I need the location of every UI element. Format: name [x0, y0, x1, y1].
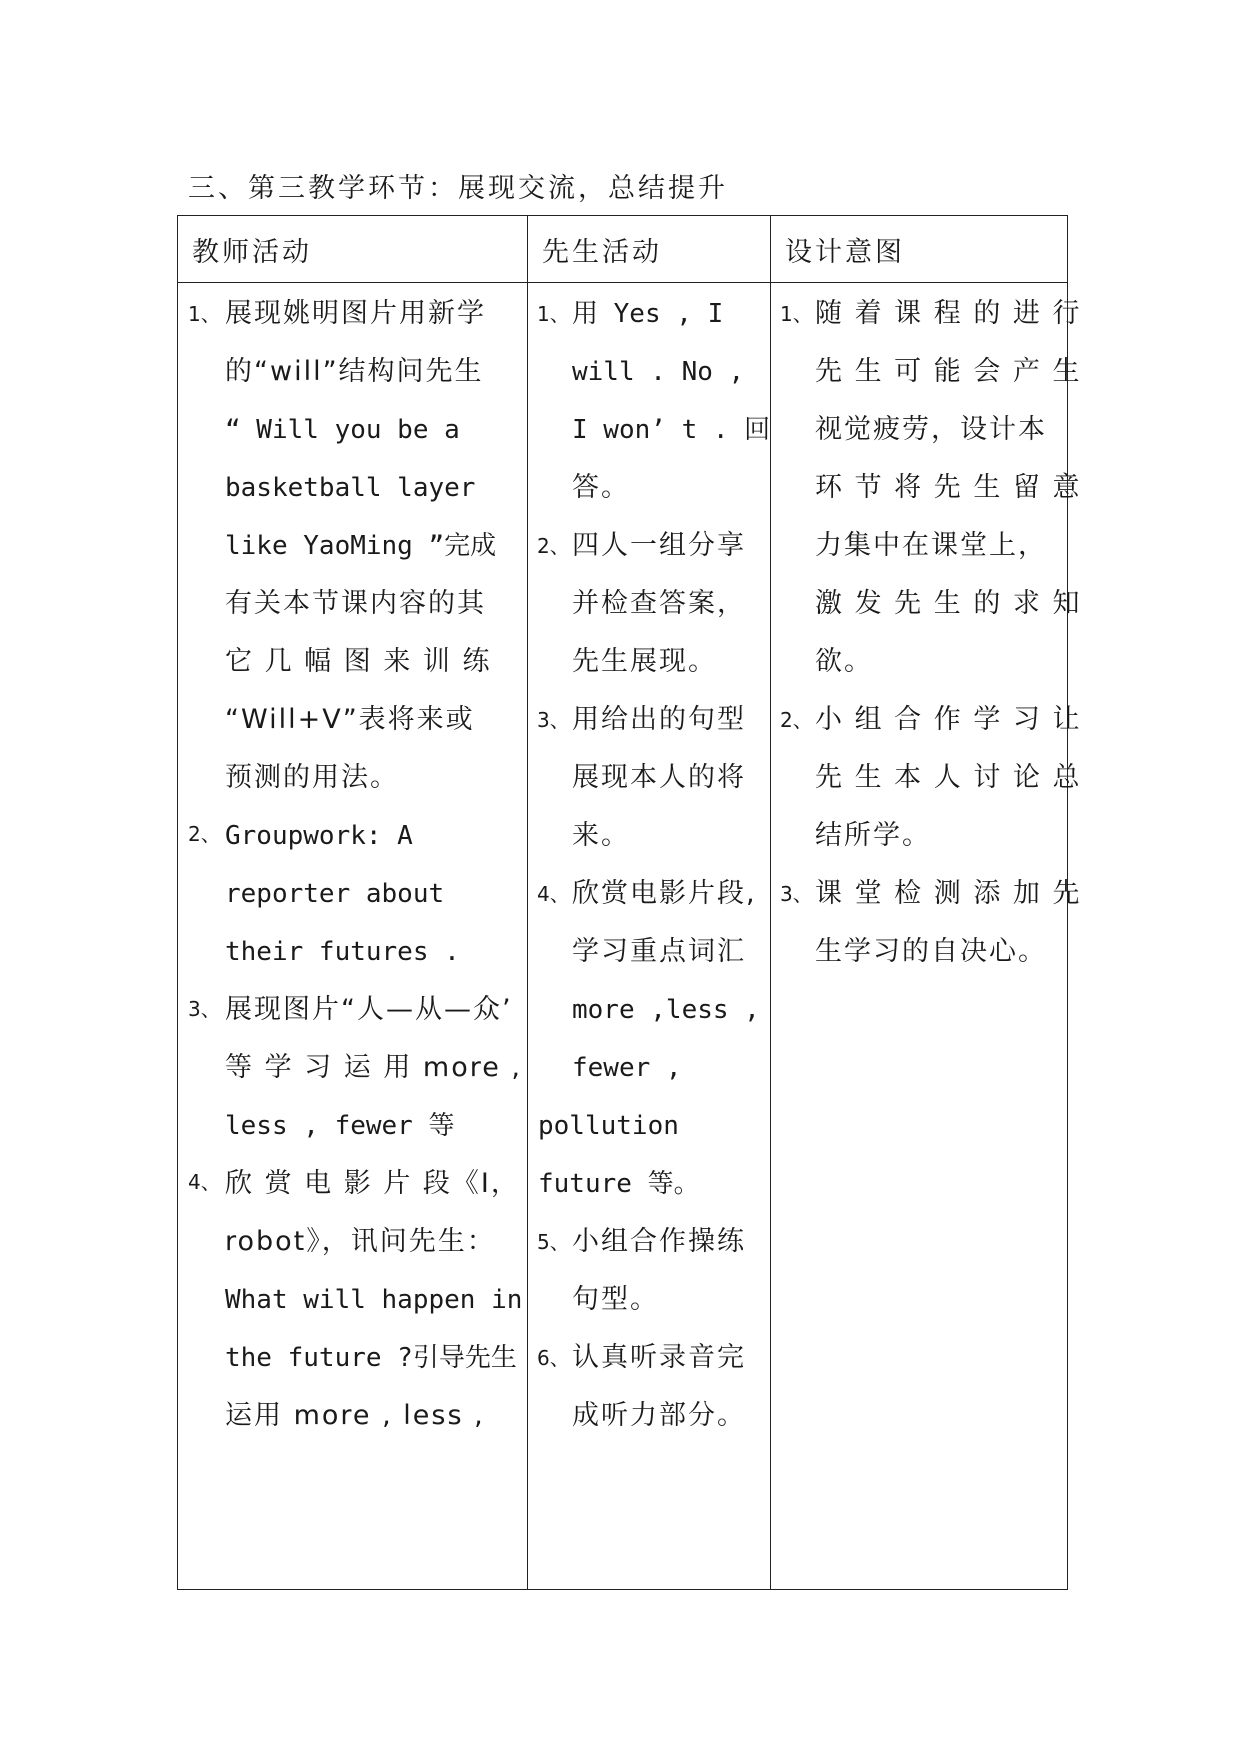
teacher-line: 展现姚明图片用新学 [225, 298, 486, 329]
teacher-line: basketball layer [225, 473, 476, 503]
teacher-line: less , fewer 等 [225, 1111, 455, 1141]
student-line: 成听力部分。 [572, 1400, 746, 1431]
student-line: 用给出的句型 [572, 704, 746, 735]
teacher-line: reporter about [225, 879, 445, 909]
header-student-activity: 先生活动 [542, 237, 662, 268]
design-line: 力集中在课堂上， [815, 530, 1047, 561]
teacher-line: their futures . [225, 937, 460, 967]
teacher-line: 欣 赏 电 影 片 段《I， [225, 1168, 520, 1199]
student-line: 欣赏电影片段, [572, 878, 757, 909]
design-line: 随 着 课 程 的 进 行 [815, 298, 1082, 329]
student-line: 用 Yes , I [572, 299, 724, 329]
student-line: 展现本人的将 [572, 762, 746, 793]
teacher-line: 预测的用法。 [225, 762, 399, 793]
teacher-line: 它 几 幅 图 来 训 练 [225, 646, 492, 677]
item-number: 1、 [537, 302, 570, 326]
student-line: 小组合作操练 [572, 1226, 746, 1257]
section-heading: 三、第三教学环节：展现交流，总结提升 [188, 173, 728, 204]
student-line: more ,less , [572, 995, 760, 1025]
teacher-line: like YaoMing ”完成 [225, 531, 497, 561]
student-line: 答。 [572, 472, 630, 503]
teacher-line: 有关本节课内容的其 [225, 588, 486, 619]
teacher-line: the future ?引导先生 [225, 1343, 517, 1373]
design-line: 激 发 先 生 的 求 知 [815, 588, 1082, 619]
design-line: 课 堂 检 测 添 加 先 [815, 878, 1082, 909]
student-line: 先生展现。 [572, 646, 717, 677]
design-line: 小 组 合 作 学 习 让 [815, 704, 1082, 735]
design-line: 先 生 本 人 讨 论 总 [815, 762, 1082, 793]
item-number: 2、 [537, 534, 570, 558]
design-line: 环 节 将 先 生 留 意 [815, 472, 1082, 503]
student-line: 并检查答案， [572, 588, 746, 619]
item-number: 3、 [188, 997, 221, 1021]
teacher-line: “ Will you be a [225, 415, 460, 445]
student-line: will . No , [572, 357, 745, 387]
column-divider [527, 216, 528, 1589]
item-number: 3、 [537, 708, 570, 732]
teacher-line: Groupwork: A [225, 821, 413, 851]
header-teacher-activity: 教师活动 [192, 237, 312, 268]
student-line: future 等。 [538, 1169, 700, 1199]
student-line: 认真听录音完 [572, 1342, 746, 1373]
design-line: 视觉疲劳，设计本 [815, 414, 1047, 445]
item-number: 6、 [537, 1346, 570, 1370]
student-line: I won’ t . 回 [572, 415, 771, 445]
student-line: 学习重点词汇 [572, 936, 746, 967]
item-number: 4、 [537, 882, 570, 906]
student-line: 来。 [572, 820, 630, 851]
activity-table [177, 215, 1082, 1590]
item-number: 4、 [188, 1170, 221, 1194]
teacher-line: “Will+V”表将来或 [225, 704, 475, 735]
item-number: 2、 [780, 708, 813, 732]
student-line: pollution [538, 1111, 679, 1141]
teacher-line: 的“will”结构问先生 [225, 356, 484, 387]
student-line: 四人一组分享 [572, 530, 746, 561]
design-line: 欲。 [815, 646, 873, 677]
item-number: 3、 [780, 882, 813, 906]
header-design-intent: 设计意图 [785, 237, 905, 268]
item-number: 1、 [188, 302, 221, 326]
teacher-line: 运用 more , less , [225, 1400, 485, 1431]
item-number: 1、 [780, 302, 813, 326]
design-line: 结所学。 [815, 820, 931, 851]
item-number: 5、 [537, 1230, 570, 1254]
design-line: 先 生 可 能 会 产 生 [815, 356, 1082, 387]
item-number: 2、 [188, 822, 221, 846]
teacher-line: What will happen in [225, 1285, 523, 1315]
design-line: 生学习的自决心。 [815, 936, 1047, 967]
student-line: fewer , [572, 1053, 682, 1083]
teacher-line: robot》，讯问先生： [225, 1226, 496, 1257]
student-line: 句型。 [572, 1284, 659, 1315]
header-divider [178, 282, 1067, 283]
teacher-line: 等 学 习 运 用 more , [225, 1052, 523, 1083]
teacher-line: 展现图片“人—从—众’ [225, 994, 513, 1025]
